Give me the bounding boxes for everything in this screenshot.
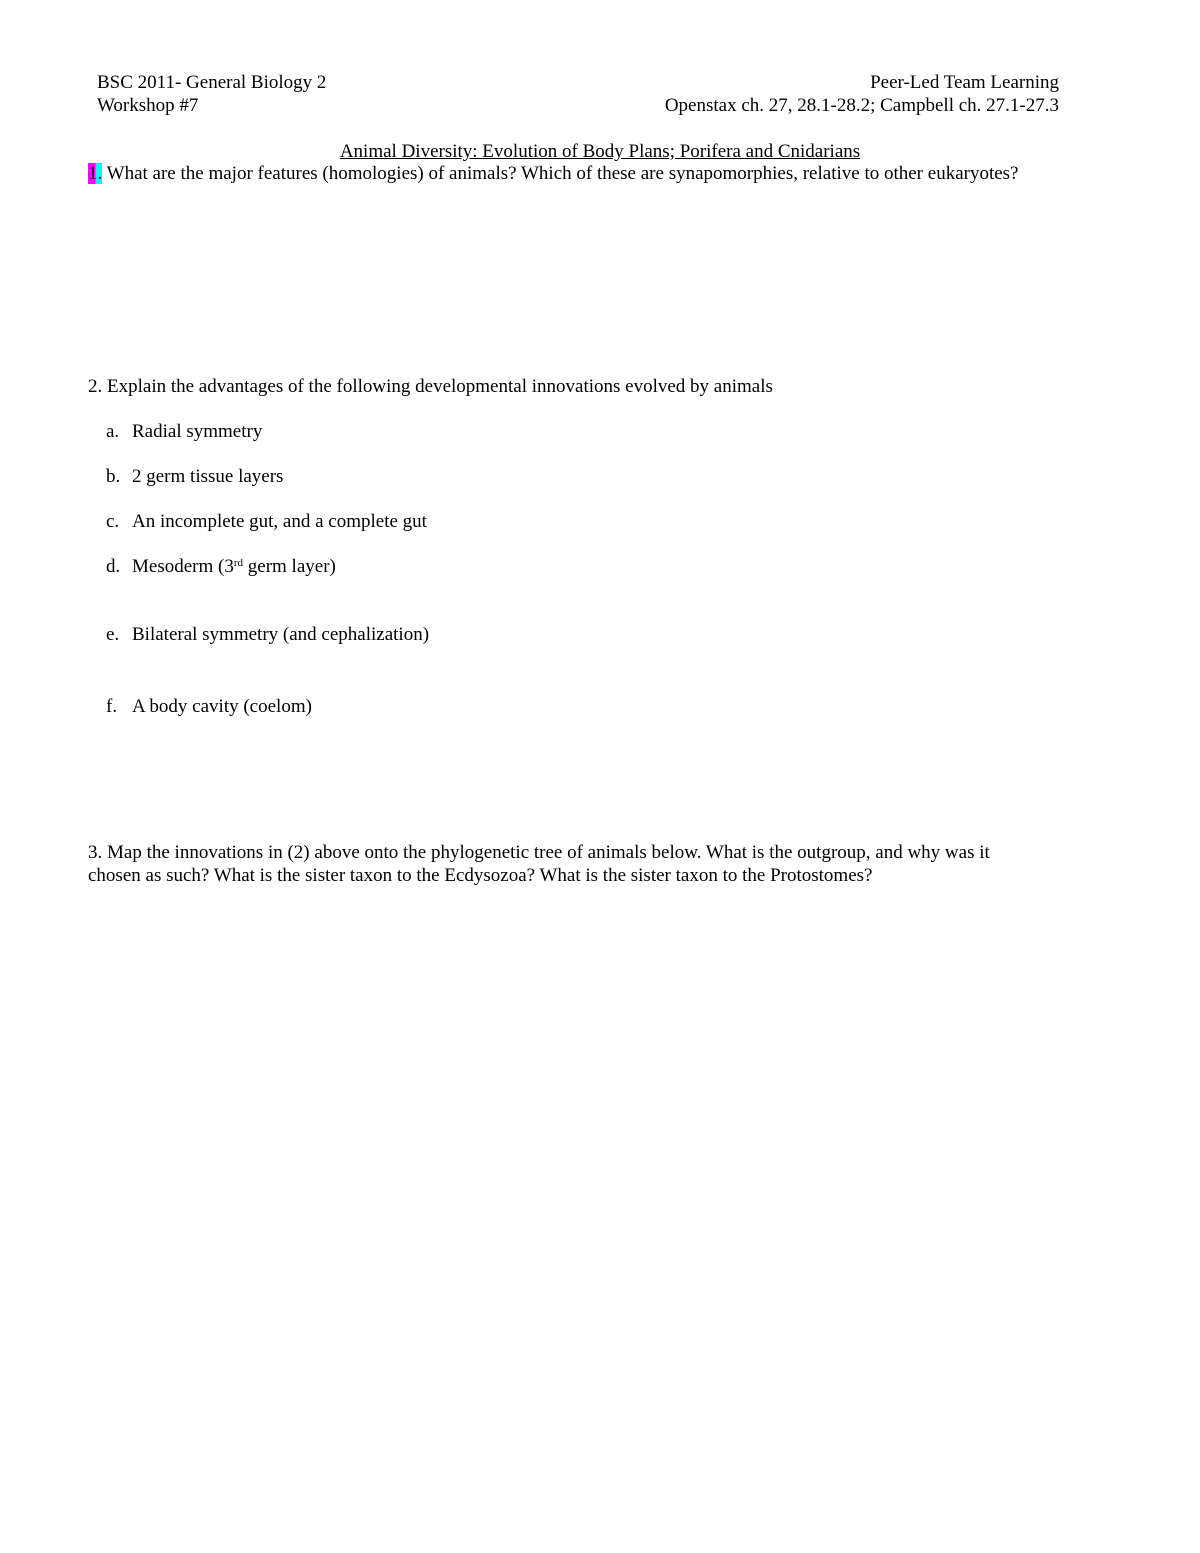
item-text: 2 germ tissue layers: [132, 466, 284, 487]
list-item: [106, 420, 262, 443]
item-letter: c.: [106, 511, 120, 532]
item-text: A body cavity (coelom): [132, 696, 312, 717]
question-1-text: What are the major features (homologies) of animals? Which of these are synapomorphies, relative to other eukaryotes?: [102, 163, 1019, 184]
list-item: [106, 465, 283, 488]
question-2: 2. Explain the advantages of the following developmental innovations evolved by animals: [88, 376, 773, 397]
item-text: Mesoderm (3: [132, 556, 234, 577]
item-text: An incomplete gut, and a complete gut: [132, 511, 427, 532]
question-3-line-1: 3. Map the innovations in (2) above onto the phylogenetic tree of animals below. What is the outgroup, and why was it: [88, 842, 990, 863]
item-letter: f.: [106, 696, 118, 717]
item-letter: e.: [106, 624, 120, 645]
list-item: [106, 695, 312, 718]
item-letter: a.: [106, 421, 120, 442]
superscript: rd: [233, 557, 244, 569]
list-item: [106, 623, 429, 646]
item-text-continued: germ layer): [243, 556, 336, 577]
item-text: Radial symmetry: [132, 421, 263, 442]
course-name: BSC 2011- General Biology 2: [97, 72, 327, 93]
worksheet-title: Animal Diversity: Evolution of Body Plans; Porifera and Cnidarians: [339, 141, 861, 162]
item-text: Bilateral symmetry (and cephalization): [132, 624, 430, 645]
question-3-line-2: chosen as such? What is the sister taxon to the Ecdysozoa? What is the sister taxon to the Protostomes?: [88, 865, 873, 886]
item-letter: d.: [106, 556, 121, 577]
list-item: [106, 555, 336, 578]
question-1-number: 1.: [88, 163, 103, 184]
reading-assignment: Openstax ch. 27, 28.1-28.2; Campbell ch. 27.1-27.3: [664, 95, 1059, 116]
program-name: Peer-Led Team Learning: [870, 72, 1059, 93]
workshop-number: Workshop #7: [97, 95, 199, 116]
list-item: [106, 510, 427, 533]
question-1: [88, 162, 1019, 185]
item-letter: b.: [106, 466, 121, 487]
